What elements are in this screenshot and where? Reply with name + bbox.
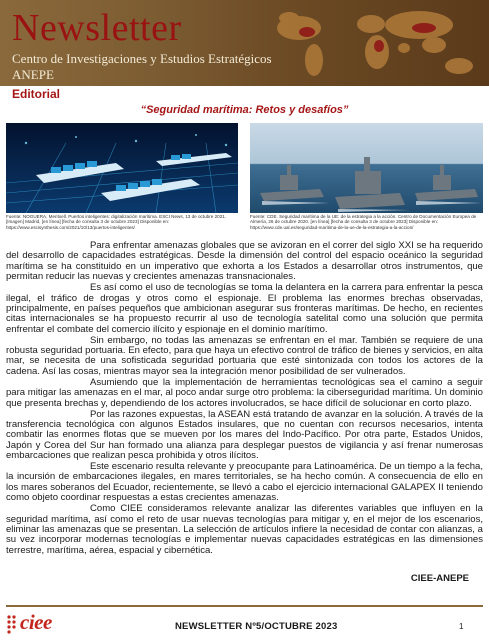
paragraph: Asumiendo que la implementación de herramientas tecnológicas sea el camino a seguir para mitigar las amenazas en el mar, al poco andar surge otro problema: la ciberseguridad marítima. Un dominio que presenta brechas y, dependiendo de los actores involucrados, se hace difícil de solucionar en corto plazo. — [6, 376, 483, 409]
ciee-logo — [6, 610, 52, 636]
paragraph: Es así como el uso de tecnologías se toma la delantera en la carrera para enfrentar la pesca ilegal, el tráfico de drogas y otros como el espionaje. El problema las enormes brechas observadas, principalmente, en países pequeños que ambicionan asegurar sus fronteras marítimas. De hecho, en recientes citas internacionales se ha propuesto recurrir al uso de tecnología satelital como una solución que permita enfrentar el combate del comercio ilícito y espionaje en el dominio marítimo. — [6, 282, 483, 335]
image-caption-right: Fuente: CDE. Seguridad marítima de la UE: de la estrategia a la acción. Centro de Documentación Europea de Almería, 26 de octubre 2020. [en línea] [fecha de consulta 3 de octubre 2023] Disponible en: https://www.cde.ual.es/seguridad-maritima-de-la-ue-de-la-estrategia-a-la-accion/ — [250, 214, 477, 230]
paragraph: Por las razones expuestas, la ASEAN está tratando de avanzar en la solución. A través de la transferencia tecnológica con algunos Estados insulares, que no cuentan con recursos necesarios, intenta combatir las enormes flotas que se mueven por los mares del Indo-Pacífico. Por otra parte, Estados Unidos, Japón y Corea del Sur han formado una alianza para desplegar puestos de vigilancia y así frenar numerosas embarcaciones que realizan pesca prohibida y otros ilícitos. — [6, 408, 483, 462]
article-title: “Seguridad marítima: Retos y desafíos” — [140, 104, 349, 116]
world-map-icon — [259, 0, 489, 86]
paragraph: Como CIEE consideramos relevante analizar las diferentes variables que influyen en la seguridad marítima, así como el reto de usar nuevas tecnologías para mitigar y, en el mejor de los escenarios, eliminar las amenazas que se presentan. La selección de artículos infiere la necesidad de contar con alianzas, a su vez incorporar modernas tecnologías e implementar nuevas capacidades estratégicas en las dimensiones terrestre, marítima, aérea, espacial y cibernética. — [6, 503, 483, 556]
logo-dots-icon — [6, 613, 18, 635]
warships-image — [250, 123, 483, 213]
logo-text: ciee — [20, 610, 52, 634]
paragraph: Para enfrentar amenazas globales que se avizoran en el correr del siglo XXI se ha requerido del desarrollo de capacidades estratégicas. Desde la dimensión del control del espacio oceánico la seguridad marítima se ha constituido en un imperativo que exhorta a los Estados a desarrollar otros instrumentos, que permitan reducir las nuevas y crecientes amenazas transnacionales. — [6, 240, 483, 283]
center-name: Centro de Investigaciones y Estudios Estratégicos — [12, 51, 272, 66]
paragraph: Sin embargo, no todas las amenazas se enfrentan en el mar. También se requiere de una robusta seguridad portuaria. En efecto, para que haya un efectivo control de tráfico de bienes y servicios, en alta mar, se necesita de una sofisticada seguridad portuaria que esté sintonizada con todos los actores de la cadena. Así las cosas, mientras mayor sea la integración menor posibilidad de ser vulnerados. — [6, 334, 483, 377]
footer-divider — [6, 605, 483, 607]
page-number: 1 — [459, 622, 464, 631]
section-label: Editorial — [12, 87, 61, 101]
article-body — [6, 241, 483, 557]
paragraph: Este escenario resulta relevante y preocupante para Latinoamérica. De un tiempo a la fecha, la incursión de embarcaciones ilegales, en mares territoriales, se ha hecho común. A consecuencia de ello en los mares soberanos del Ecuador, recientemente, se llevó a cabo el ejercicio internacional GALAPEX II teniendo como objeto coordinar respuestas a estas crecientes amenazas. — [6, 461, 483, 504]
header-banner — [0, 0, 489, 86]
signature: CIEE-ANEPE — [410, 573, 469, 584]
org-name: ANEPE — [12, 67, 54, 82]
smart-port-image — [6, 123, 238, 213]
newsletter-title: Newsletter — [12, 7, 182, 49]
footer-issue: NEWSLETTER Nº5/OCTUBRE 2023 — [175, 621, 338, 632]
image-caption-left: Fuente: NOGUERA, Meritxell. Puertos inteligentes: digitalización marítima. ESCI News, 13 de octubre 2021. [Imagen] Madrid, [en línea] [fecha de consulta 3 de octubre 2023] Disponible en: https://www.escisynthesis.com/2021/10/13/puertos-inteligentes/ — [6, 214, 227, 230]
